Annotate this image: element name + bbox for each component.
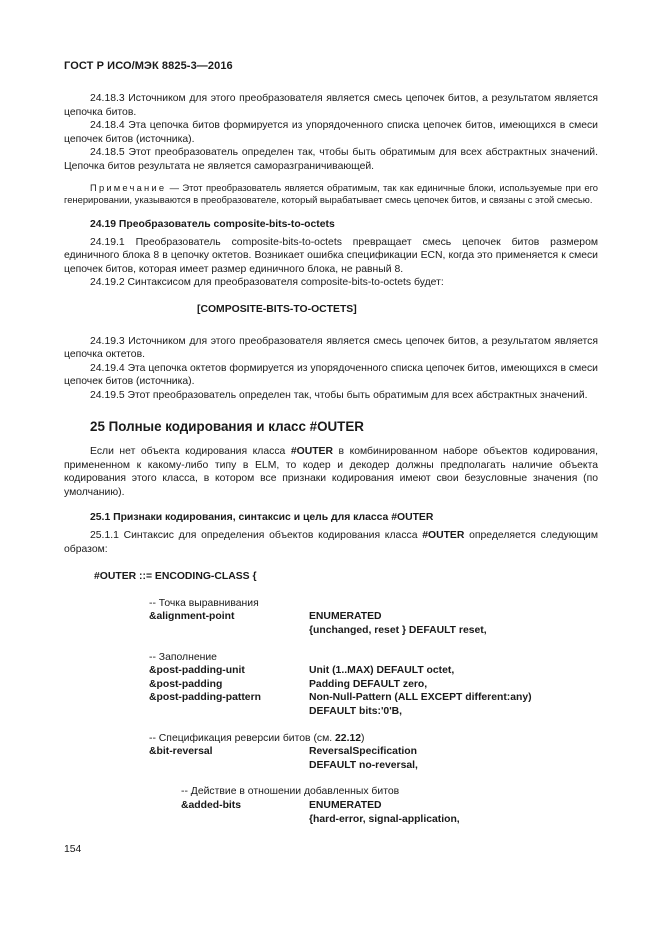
paragraph-25-1-1: [64, 529, 598, 556]
post-padding-unit-field: &post-padding-unit: [149, 665, 245, 677]
bit-reversal-default: DEFAULT no-reversal,: [309, 759, 418, 771]
post-padding-unit-value: Unit (1..MAX) DEFAULT octet,: [309, 665, 455, 677]
bit-reversal-comment-close: ): [361, 732, 365, 744]
page-content: [64, 92, 598, 826]
section-25-title: 25 Полные кодирования и класс #OUTER: [90, 418, 364, 434]
note: [64, 182, 598, 206]
p-25-1-1-keyword: #OUTER: [422, 530, 465, 542]
paragraph-24-18-3: 24.18.3 Источником для этого преобразователя является смесь цепочек битов, а результатом является цепочка битов.: [64, 93, 598, 118]
alignment-block: [64, 597, 598, 638]
intro-outer-keyword: #OUTER: [290, 446, 333, 458]
document-header: ГОСТ Р ИСО/МЭК 8825-3—2016: [64, 60, 233, 72]
note-text: — Этот преобразователь является обратимым, так как единичные блоки, используемые при его генерировании, указываются в преобразователе, который вырабатывает смесь цепочек битов, и связаны с этой смесью.: [64, 181, 598, 205]
added-bits-values: {hard-error, signal-application,: [309, 813, 460, 825]
paragraph-24-19-3: 24.19.3 Источником для этого преобразователя является смесь цепочек битов, а результатом является цепочка октетов.: [64, 335, 598, 361]
outer-class-definition: [64, 570, 598, 826]
bit-reversal-field: &bit-reversal: [149, 746, 213, 758]
paragraph-24-19-5: 24.19.5 Этот преобразователь определен так, чтобы быть обратимым для всех абстрактных значений.: [90, 389, 588, 401]
paragraph-24-19-2: 24.19.2 Синтаксисом для преобразователя composite-bits-to-octets будет:: [90, 277, 444, 289]
section-24-19-title: 24.19 Преобразователь composite-bits-to-octets: [90, 218, 335, 230]
post-padding-field: &post-padding: [149, 678, 223, 690]
p-25-1-1-before: 25.1.1 Синтаксис для определения объектов кодирования класса: [90, 530, 423, 542]
added-bits-comment: -- Действие в отношении добавленных битов: [181, 786, 400, 798]
post-padding-value: Padding DEFAULT zero,: [309, 678, 428, 690]
paragraph-24-19-1: 24.19.1 Преобразователь composite-bits-to-octets превращает смесь цепочек битов размером единичного блока 8 в цепочку октетов. Возникает ошибка спецификации ECN, когда это применяется к смеси цепочек битов, которая имеет размер единичного блока, не равный 8.: [64, 236, 598, 275]
bit-reversal-comment-text: -- Спецификация реверсии битов (см.: [149, 732, 336, 744]
bit-reversal-reference: 22.12: [335, 732, 362, 744]
note-label: Примечание: [90, 181, 167, 193]
bit-reversal-type: ReversalSpecification: [309, 746, 417, 758]
alignment-comment: -- Точка выравнивания: [149, 597, 259, 609]
p-25-1-1-after: определяется следующим образом:: [64, 530, 598, 555]
padding-comment: -- Заполнение: [149, 651, 217, 663]
syntax-composite-bits-to-octets: [COMPOSITE-BITS-TO-OCTETS]: [197, 303, 357, 315]
code-header: #OUTER ::= ENCODING-CLASS {: [94, 571, 257, 583]
section-25-intro: [64, 445, 598, 499]
added-bits-field: &added-bits: [181, 799, 242, 811]
bit-reversal-block: [64, 732, 598, 773]
intro-text-after: в комбинированном наборе объектов кодирования, примененном к какому-либо типу в ELM, то кодер и декодер должны предполагать наличие объекта кодирования этого класса, в котором все признаки кодирования имеют свои безусловные значения (по умолчанию).: [64, 446, 598, 498]
intro-text-before: Если нет объекта кодирования класса: [90, 446, 291, 458]
section-25-1-title: 25.1 Признаки кодирования, синтаксис и цель для класса #OUTER: [90, 512, 434, 524]
paragraph-24-19-4: 24.19.4 Эта цепочка октетов формируется из упорядоченного списка цепочек битов, имеющихся в смеси цепочек битов (источника).: [64, 362, 598, 388]
bit-reversal-comment: [149, 732, 598, 746]
alignment-point-values: {unchanged, reset } DEFAULT reset,: [309, 625, 487, 637]
added-bits-type: ENUMERATED: [309, 799, 382, 811]
post-padding-pattern-field: &post-padding-pattern: [149, 692, 261, 704]
padding-block: [64, 651, 598, 719]
paragraph-24-18-4: 24.18.4 Эта цепочка битов формируется из упорядоченного списка цепочек битов, имеющихся в смеси цепочек битов (источника).: [64, 120, 598, 145]
alignment-point-type: ENUMERATED: [309, 611, 382, 623]
added-bits-block: [64, 785, 598, 826]
post-padding-pattern-type: Non-Null-Pattern (ALL EXCEPT different:any): [309, 692, 532, 704]
alignment-point-field: &alignment-point: [149, 611, 235, 623]
paragraph-24-18-5: 24.18.5 Этот преобразователь определен так, чтобы быть обратимым для всех абстрактных значений. Цепочка битов результата не является саморазграничивающей.: [64, 147, 598, 172]
page-number: 154: [64, 844, 82, 855]
post-padding-pattern-default: DEFAULT bits:'0'B,: [309, 706, 403, 717]
